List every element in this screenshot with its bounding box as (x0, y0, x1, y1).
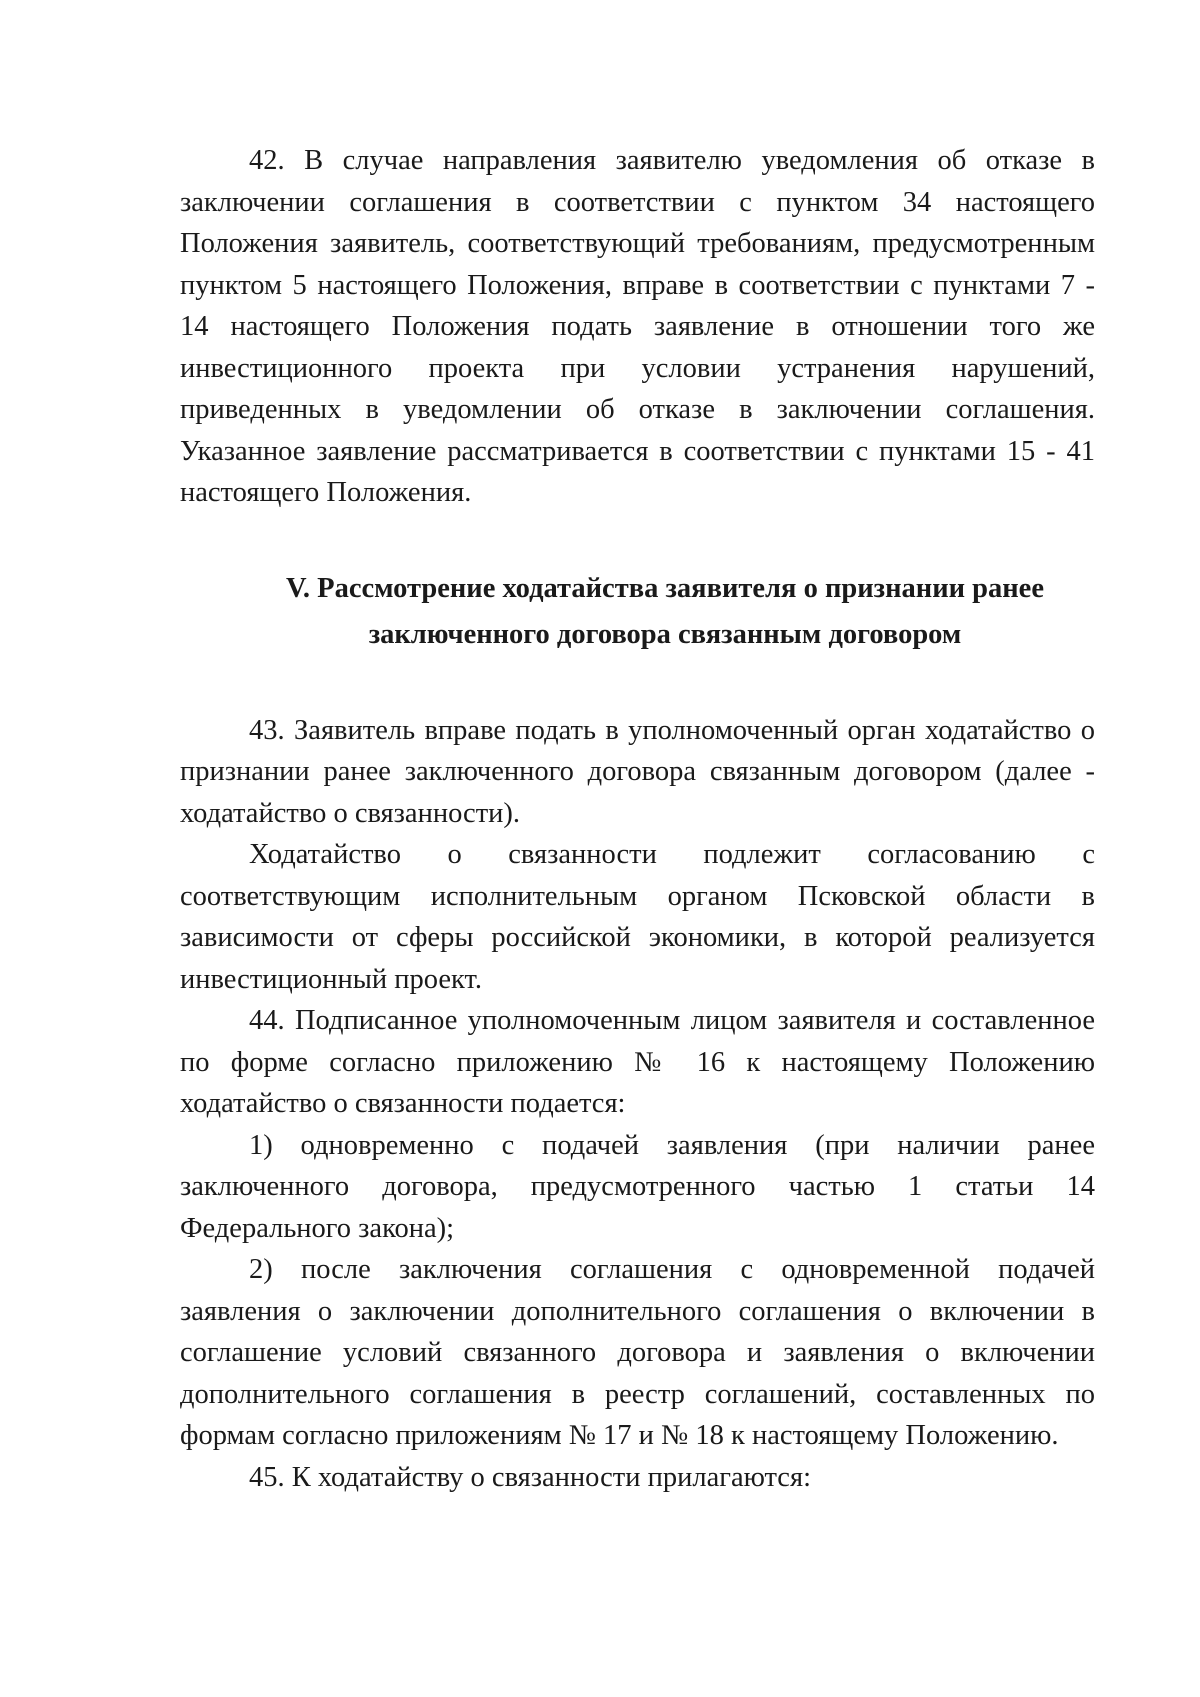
section-heading-line-1: V. Рассмотрение ходатайства заявителя о признании ранее (286, 572, 1044, 604)
paragraph-45: 45. К ходатайству о связанности прилагаются: (249, 1461, 811, 1493)
paragraph-44-item-1: 1) одновременно с подачей заявления (при наличии ранее заключенного договора, предусмотренного частью 1 статьи 14 Федерального закона); (180, 1129, 1095, 1244)
paragraph-43: 43. Заявитель вправе подать в уполномоченный орган ходатайство о признании ранее заключенного договора связанным договором (далее - ходатайство о связанности). (180, 714, 1095, 829)
section-heading-v (180, 566, 1095, 658)
paragraph-44-item-2: 2) после заключения соглашения с одновременной подачей заявления о заключении дополнительного соглашения о включении в соглашение условий связанного договора и заявления о включении дополнительного соглашения в реестр соглашений, составленных по формам согласно приложениям № 17 и № 18 к настоящему Положению. (180, 1254, 1095, 1451)
document-body (180, 140, 1095, 1498)
section-heading-line-2: заключенного договора связанным договором (368, 618, 962, 650)
paragraph-44: 44. Подписанное уполномоченным лицом заявителя и составленное по форме согласно приложению № 16 к настоящему Положению ходатайство о связанности подается: (180, 1005, 1095, 1119)
paragraph-43-continuation: Ходатайство о связанности подлежит согласованию с соответствующим исполнительным органом Псковской области в зависимости от сферы российской экономики, в которой реализуется инвестиционный проект. (180, 839, 1095, 995)
paragraph-42: 42. В случае направления заявителю уведомления об отказе в заключении соглашения в соответствии с пунктом 34 настоящего Положения заявитель, соответствующий требованиям, предусмотренным пунктом 5 настоящего Положения, вправе в соответствии с пунктами 7 - 14 настоящего Положения подать заявление в отношении того же инвестиционного проекта при условии устранения нарушений, приведенных в уведомлении об отказе в заключении соглашения. Указанное заявление рассматривается в соответствии с пунктами 15 - 41 настоящего Положения. (180, 145, 1095, 508)
